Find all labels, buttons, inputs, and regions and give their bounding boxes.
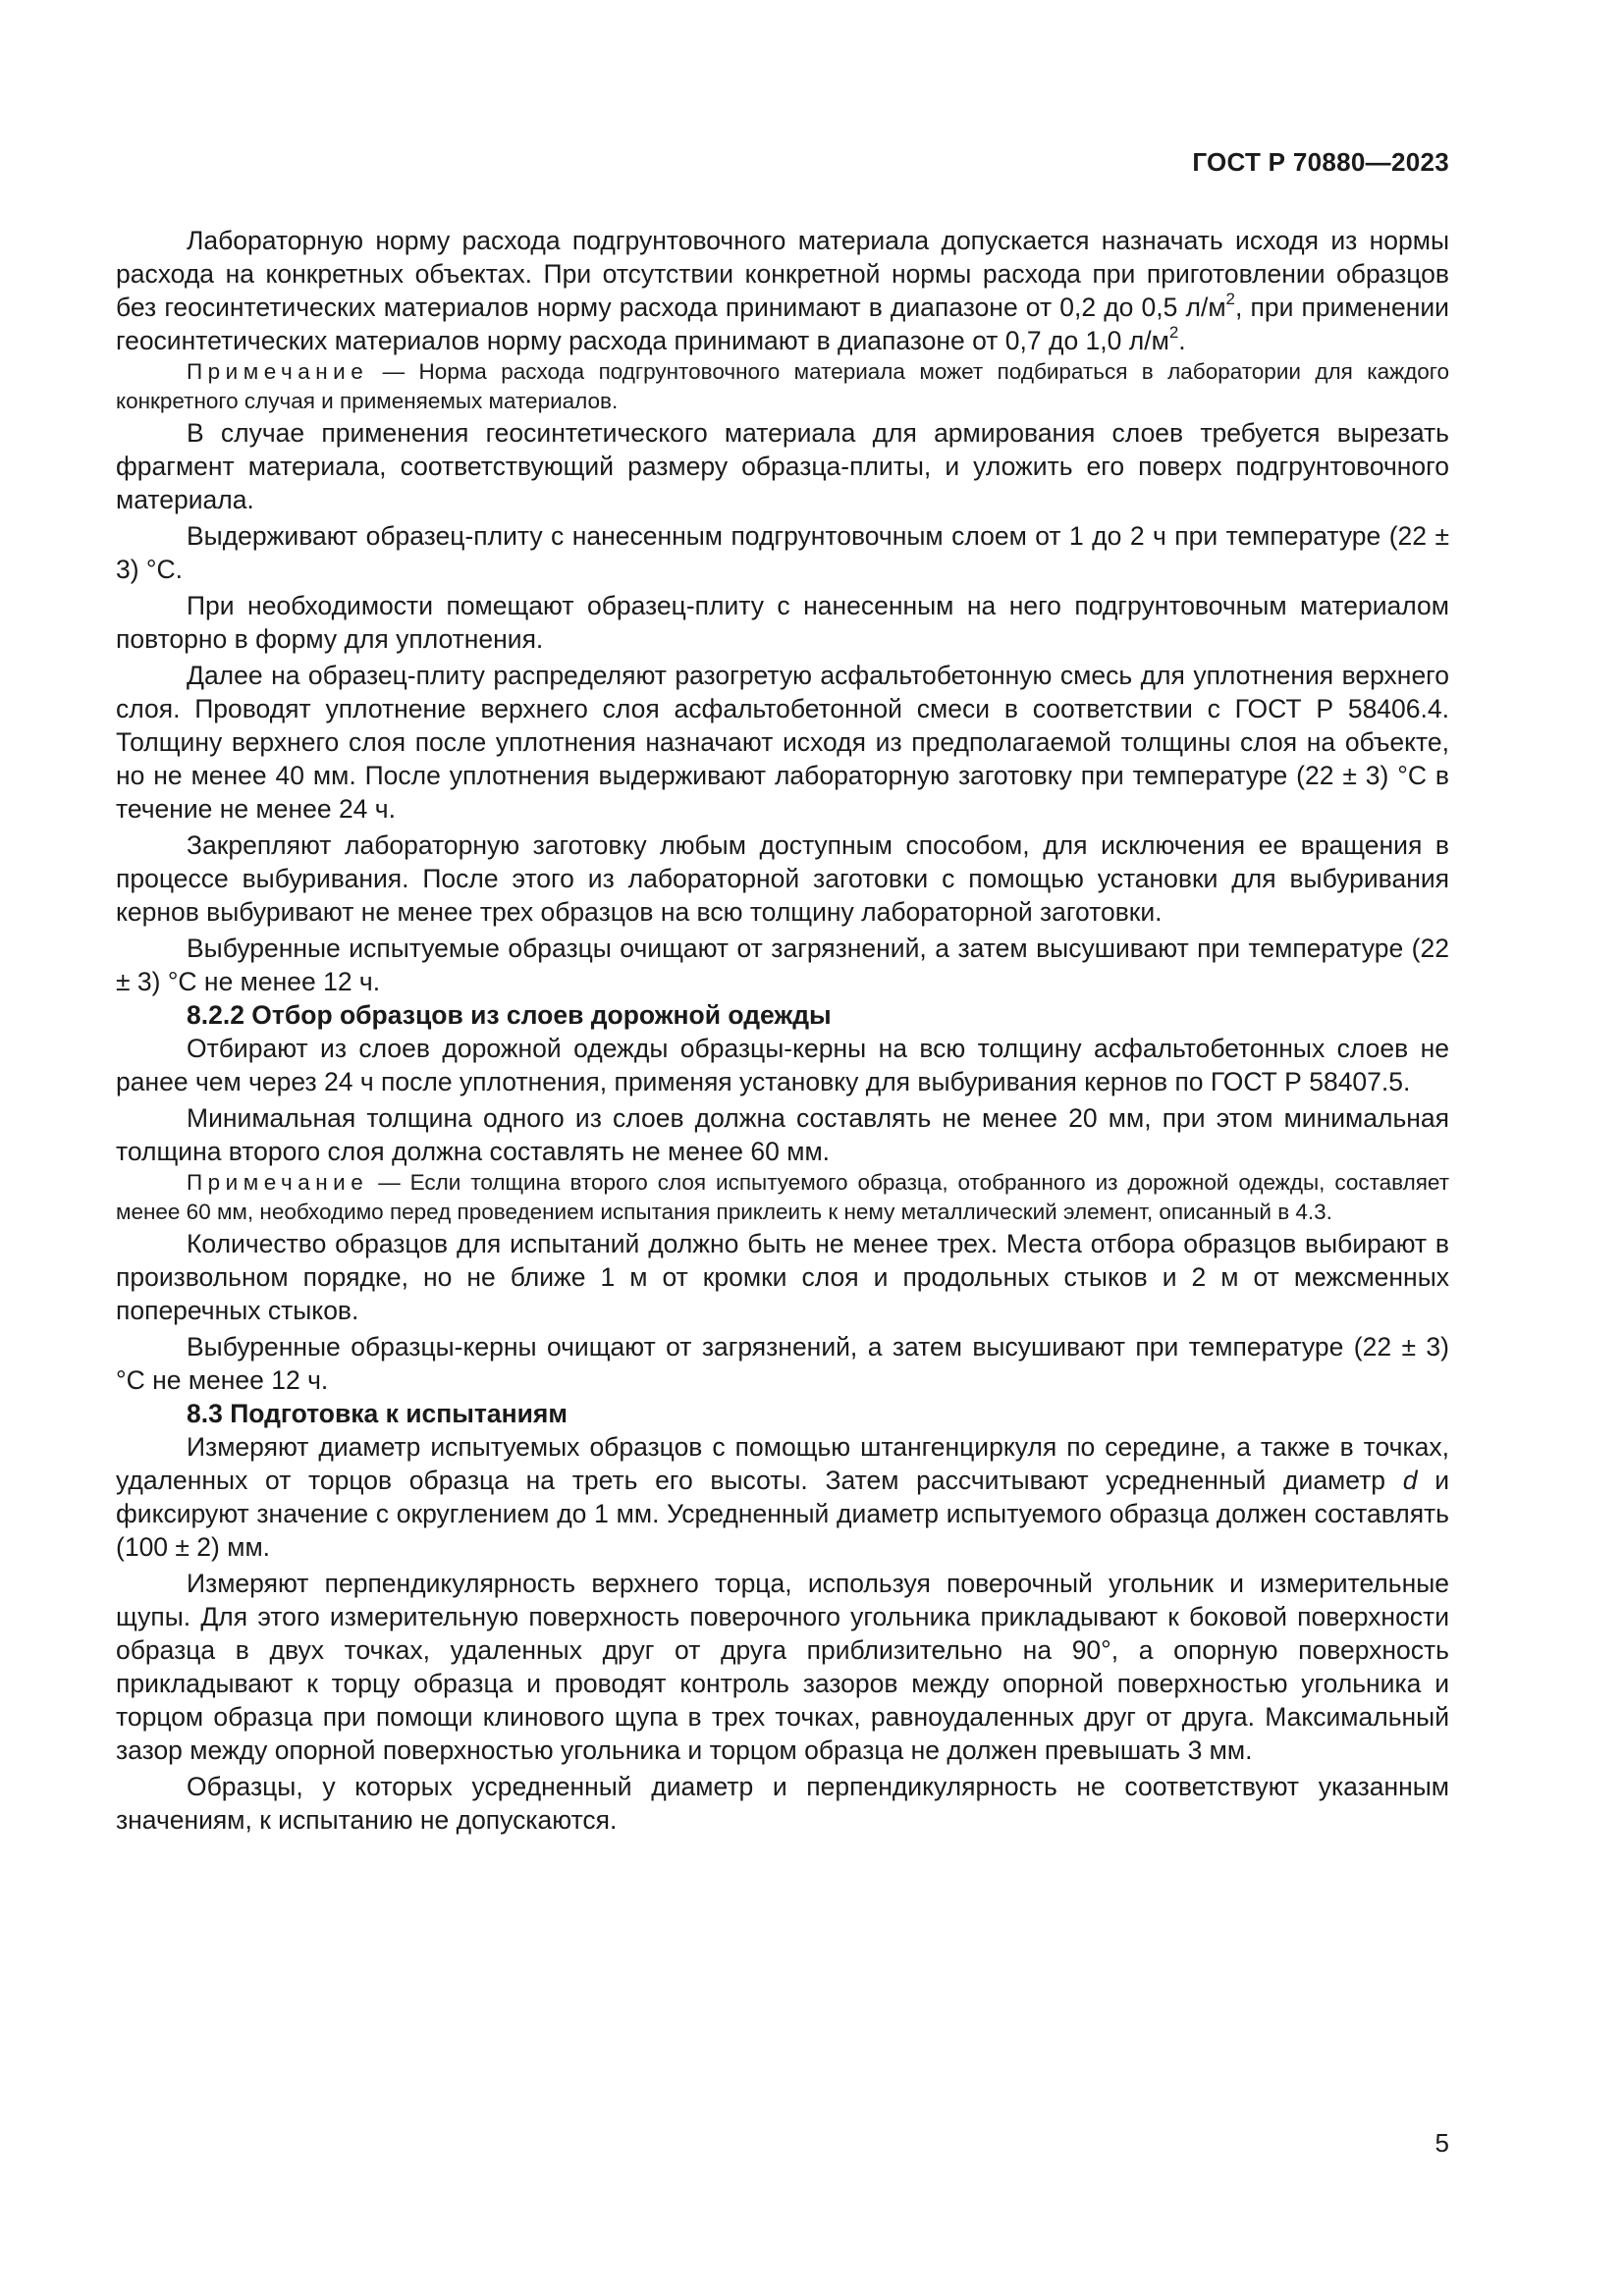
- paragraph-perpendicularity: Измеряют перпендикулярность верхнего торца, используя поверочный угольник и измерительные щупы. Для этого измерительную поверхность поверочного угольника прикладывают к боковой поверхности образца в двух точках, удаленных друг от друга приблизительно на 90°, а опорную поверхность прикладывают к торцу образца и проводят контроль зазоров между опорной поверхностью угольника и торцом образца при помощи клинового щупа в трех точках, равноудаленных друг от друга. Максимальный зазор между опорной поверхностью угольника и торцом образца не должен превышать 3 мм.: [116, 1569, 1449, 1765]
- paragraph-upper-layer: Далее на образец-плиту распределяют разогретую асфальтобетонную смесь для уплотнения верхнего слоя. Проводят уплотнение верхнего слоя асфальтобетонной смеси в соответствии с ГОСТ Р 58406.4. Толщину верхнего слоя после уплотнения назначают исходя из предполагаемой толщины слоя на объекте, но не менее 40 мм. После уплотнения выдерживают лабораторную заготовку при температуре (22 ± 3) °С в течение не менее 24 ч.: [116, 661, 1449, 824]
- paragraph-primer-rate: Лабораторную норму расхода подгрунтовочного материала допускается назначать исходя из нормы расхода на конкретных объектах. При отсутствии конкретной нормы расхода при приготовлении образцов без геосинтетических материалов норму расхода принимают в диапазоне от 0,2 до 0,5 $л/м^2$, при применении геосинтетических материалов норму расхода принимают в диапазоне от 0,7 до 1,0 $л/м^2$.: [116, 226, 1449, 355]
- paragraph-primer-exposure: Выдерживают образец-плиту с нанесенным подгрунтовочным слоем от 1 до 2 ч при температуре (22 ± 3) °С.: [116, 521, 1449, 584]
- note-second-layer: Примечание — Если толщина второго слоя испытуемого образца, отобранного из дорожной одежды, составляет менее 60 мм, необходимо перед проведением испытания приклеить к нему металлический элемент, описанный в 4.3.: [116, 1170, 1449, 1224]
- heading-8-3: 8.3 Подготовка к испытаниям: [187, 1399, 568, 1428]
- page-number: 5: [1435, 2128, 1449, 2158]
- paragraph-min-thickness: Минимальная толщина одного из слоев должна составлять не менее 20 мм, при этом минимальная толщина второго слоя должна составлять не менее 60 мм.: [116, 1103, 1449, 1166]
- paragraph-sample-count: Количество образцов для испытаний должно быть не менее трех. Места отбора образцов выбирают в произвольном порядке, но не ближе 1 м от кромки слоя и продольных стыков и 2 м от межсменных поперечных стыков.: [116, 1229, 1449, 1325]
- note-label: Примечание: [187, 1170, 369, 1195]
- paragraph-road-cores: Отбирают из слоев дорожной одежды образцы-керны на всю толщину асфальтобетонных слоев не ранее чем через 24 ч после уплотнения, применяя установку для выбуривания кернов по ГОСТ Р 58407.5.: [116, 1034, 1449, 1096]
- document-body: [116, 224, 1449, 1837]
- heading-8-2-2: 8.2.2 Отбор образцов из слоев дорожной одежды: [187, 1000, 832, 1030]
- document-code: ГОСТ Р 70880—2023: [1192, 147, 1449, 177]
- note-primer-rate: Примечание — Норма расхода подгрунтовочного материала может подбираться в лаборатории для каждого конкретного случая и применяемых материалов.: [116, 359, 1449, 413]
- paragraph-cores-drying: Выбуренные образцы-керны очищают от загрязнений, а затем высушивают при температуре (22 ± 3) °С не менее 12 ч.: [116, 1332, 1449, 1395]
- paragraph-geosynthetic: В случае применения геосинтетического материала для армирования слоев требуется вырезать фрагмент материала, соответствующий размеру образца-плиты, и уложить его поверх подгрунтовочного материала.: [116, 418, 1449, 514]
- paragraph-rejection: Образцы, у которых усредненный диаметр и перпендикулярность не соответствуют указанным значениям, к испытанию не допускаются.: [116, 1772, 1449, 1835]
- paragraph-cleaning-drying: Выбуренные испытуемые образцы очищают от загрязнений, а затем высушивают при температуре (22 ± 3) °С не менее 12 ч.: [116, 934, 1449, 996]
- note-label: Примечание: [187, 359, 369, 384]
- paragraph-mold-placement: При необходимости помещают образец-плиту с нанесенным на него подгрунтовочным материалом повторно в форму для уплотнения.: [116, 591, 1449, 654]
- paragraph-diameter: Измеряют диаметр испытуемых образцов с помощью штангенциркуля по середине, а также в точках, удаленных от торцов образца на треть его высоты. Затем рассчитывают усредненный диаметр d и фиксируют значение с округлением до 1 мм. Усредненный диаметр испытуемого образца должен составлять (100 ± 2) мм.: [116, 1432, 1449, 1562]
- paragraph-core-drilling: Закрепляют лабораторную заготовку любым доступным способом, для исключения ее вращения в процессе выбуривания. После этого из лабораторной заготовки с помощью установки для выбуривания кернов выбуривают не менее трех образцов на всю толщину лабораторной заготовки.: [116, 830, 1449, 927]
